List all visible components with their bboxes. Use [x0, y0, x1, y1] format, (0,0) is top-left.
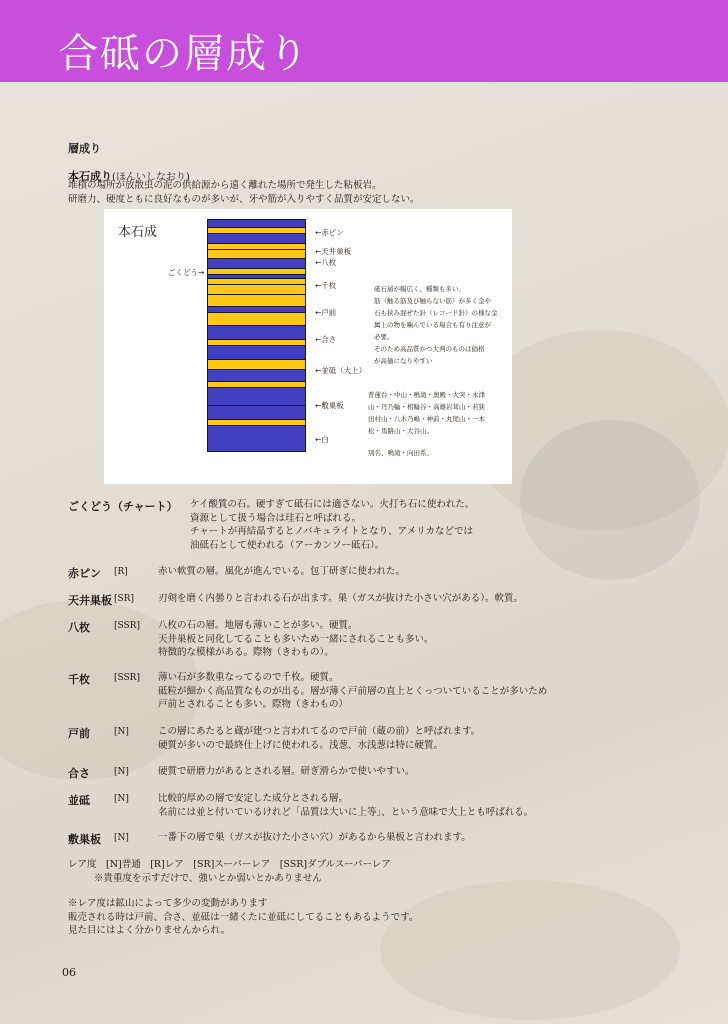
strata-layer [207, 326, 306, 340]
text-line: 比較的厚めの層で安定した成分とされる層。 [158, 793, 349, 804]
text-line: この層にあたると蔵が建つと言われてるので戸前（蔵の前）と呼ばれます。 [158, 726, 481, 737]
label-tomae: ←戸前 [315, 308, 337, 317]
rarity-badge: [R] [114, 567, 128, 577]
honseki-title: 本石成り [68, 170, 112, 183]
note-line: 田村山・八木乃嶋・神前・丸尾山・一本 [368, 415, 485, 423]
hachimai-description [158, 619, 434, 660]
note-line: 山・丹乃輪・相輪谷・高雄岩茸山・若狭 [368, 403, 485, 411]
rarity-badge: [N] [114, 767, 129, 777]
text-line: 刃剣を磨く内曇りと言われる石が出ます。巣（ガスが抜けた小さい穴がある）。軟質。 [158, 593, 523, 604]
term-shiki-suita: 敷巣板 [68, 833, 101, 846]
diagram-note-alias: 別名、鳴滝・向田系。 [368, 449, 433, 457]
strata-layer [207, 426, 306, 452]
text-line: 資源として扱う場合は珪石と呼ばれる。 [190, 512, 362, 524]
label-hachimai: ←八枚 [315, 258, 337, 267]
diagram-note-main [374, 283, 498, 367]
label-shiro: ←白 [315, 435, 329, 444]
honseki-description [68, 179, 420, 206]
note-line: 販売される時は戸前、合さ、並砥は一緒くたに並砥にしてることもあるようです。 [68, 911, 419, 923]
text-line: 八枚の石の層。地層も薄いことが多い。硬質。 [158, 620, 358, 631]
note-line: が高価になりやすい [374, 357, 433, 365]
label-shiki-suita: ←敷巣板 [315, 401, 344, 410]
rarity-badge: [SSR] [114, 621, 140, 631]
tomae-description [158, 725, 480, 752]
note-line: 松・馬路山・大谷山。 [368, 427, 433, 435]
rarity-badge: [SR] [114, 594, 134, 604]
note-line: 筋（触る筋及び触らない筋）が多く金や [374, 297, 491, 305]
rarity-badge: [N] [114, 833, 129, 843]
label-akapin: ←赤ピン [315, 228, 344, 237]
term-tomae: 戸前 [68, 727, 90, 740]
legend-line: ※貴重度を示すだけで、強いとか弱いとかありません [94, 872, 322, 884]
footnotes [68, 897, 418, 938]
text-line: 天井巣板と同化してることも多いため一緒にされることも多い。 [158, 633, 434, 645]
term-awasa: 合さ [68, 767, 90, 780]
text-line: 砥粒が細かく高品質なものが出る。層が薄く戸前層の直上とくっついていることが多いため [158, 685, 548, 697]
strata-layer [207, 250, 306, 259]
strata-layer [207, 360, 306, 370]
rarity-badge: [N] [114, 727, 129, 737]
term-hachimai: 八枚 [68, 621, 90, 634]
strata-diagram [104, 209, 512, 484]
strata-layer [207, 388, 306, 406]
label-tenjo-suita: ←天井巣板 [315, 247, 352, 256]
text-line: 戸前とされることも多い。際物（きわもの） [158, 699, 349, 710]
tenjo-suita-description [158, 592, 523, 606]
akapin-description [158, 565, 405, 579]
diagram-title: 本石成 [118, 225, 158, 240]
strata-layer [207, 234, 306, 244]
strata-layer [207, 219, 306, 228]
rarity-badge: [SSR] [114, 673, 140, 683]
term-gokudo: ごくどう（チャート） [68, 500, 178, 513]
note-line: 属上の物を噛んでいる場合も有り注意が [374, 321, 491, 329]
term-namito: 並砥 [68, 794, 90, 807]
label-senmai: ←千枚 [315, 281, 337, 290]
text-line: 赤い軟質の層。風化が進んでいる。包丁研ぎに使われた。 [158, 566, 406, 577]
note-line: 必要。 [374, 333, 394, 341]
note-line: 普蓮台・中山・鳴滝・奥殿・大突・木津 [368, 391, 485, 399]
note-line: そのため高品質かつ大判のものは価格 [374, 345, 485, 353]
awasa-description [158, 765, 415, 779]
note-line: ※レア度は鉱山によって多少の変動があります [68, 898, 268, 909]
label-awasa: ←合さ [315, 335, 337, 344]
term-tenjo-suita: 天井巣板 [68, 594, 112, 607]
page-number: 06 [62, 966, 76, 979]
rarity-legend [68, 858, 391, 885]
label-namito: ←並砥（大上） [315, 366, 367, 375]
text-line: 硬質が多いので最終仕上げに使われる。浅葱、水浅葱は特に硬質。 [158, 739, 444, 751]
page-title: 合砥の層成り [58, 31, 310, 77]
legend-line: レア度 [N]普通 [R]レア [SR]スーパーレア [SSR]ダブルスーパーレア [68, 859, 391, 870]
note-line: 砥石層が幅広く、種類も多い。 [374, 285, 465, 293]
note-line: 見た目にはよく分かりませんかられ。 [68, 925, 231, 936]
section-title: 層成り [68, 142, 101, 155]
text-line: 研磨力、硬度ともに良好なものが多いが、牙や筋が入りやすく品質が安定しない。 [68, 193, 420, 205]
strata-layer [207, 370, 306, 382]
strata-layer [207, 406, 306, 420]
strata-layer [207, 259, 306, 269]
text-line: 油砥石として使われる（アーカンソー砥石）。 [190, 539, 385, 551]
gokudo-description [190, 498, 474, 552]
strata-layer [207, 295, 306, 307]
senmai-description [158, 671, 547, 712]
strata-layer [207, 285, 306, 295]
text-line: 一番下の層で巣（ガスが抜けた小さい穴）があるから巣板と言われます。 [158, 832, 471, 843]
text-line: 堆積の場所が放散虫の泥の供給源から遠く離れた場所で発生した粘板岩。 [68, 180, 382, 191]
shiki-suita-description [158, 831, 471, 845]
term-akapin: 赤ピン [68, 567, 101, 580]
text-line: 薄い石が多数重なってるので千枚。硬質。 [158, 672, 339, 683]
honseki-reading: (ほんいしなおり) [112, 172, 190, 183]
namito-description [158, 792, 533, 819]
text-line: 硬質で研磨力があるとされる層。研ぎ滑らかで使いやすい。 [158, 766, 415, 777]
term-senmai: 千枚 [68, 673, 90, 686]
diagram-note-mountains [368, 389, 485, 437]
strata-layer [207, 346, 306, 360]
page-header [0, 0, 728, 82]
rarity-badge: [N] [114, 794, 129, 804]
text-line: 名前には並と付いているけれど「品質は大いに上等」、という意味で大上とも呼ばれる。 [158, 806, 534, 818]
label-gokudo: ごくどう→ [168, 268, 205, 277]
strata-layer [207, 313, 306, 326]
text-line: ケイ酸質の石。硬すぎて砥石には適さない。火打ち石に使われた。 [190, 499, 475, 510]
note-line: 石も挟み混ぜた針（レコード針）の様な金 [374, 309, 498, 317]
text-line: チャートが再結晶するとノバキュライトとなり、アメリカなどでは [190, 526, 474, 537]
text-line: 特徴的な模様がある。際物（きわもの）。 [158, 647, 334, 658]
